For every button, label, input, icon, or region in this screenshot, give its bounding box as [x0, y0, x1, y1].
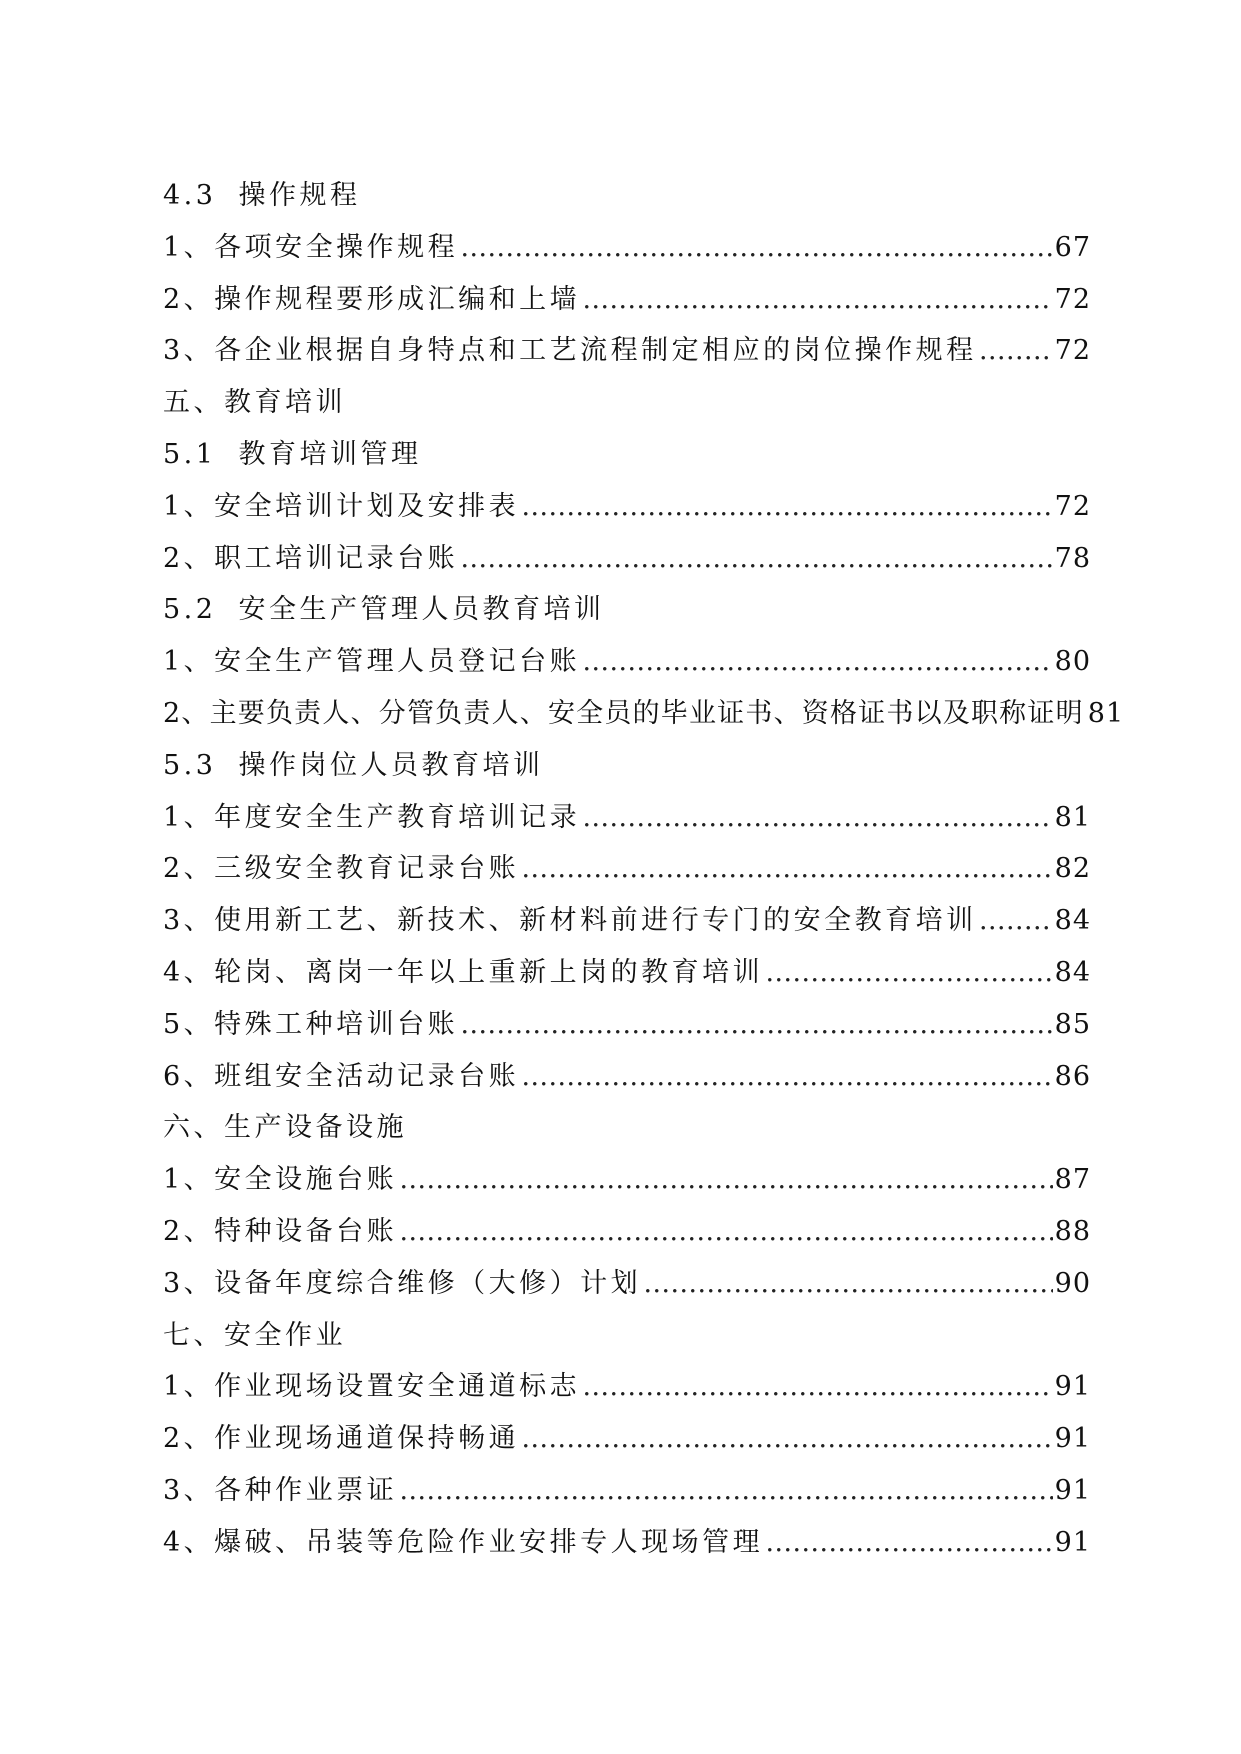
dot-leader	[765, 1517, 1052, 1569]
toc-entry[interactable]	[163, 1051, 1091, 1103]
section-number: 5.2	[163, 594, 217, 626]
toc-entry[interactable]	[163, 947, 1091, 999]
toc-entry-title: 5、特殊工种培训台账	[163, 1008, 459, 1040]
toc-entry[interactable]	[163, 1258, 1091, 1310]
toc-entry-title: 3、设备年度综合维修（大修）计划	[163, 1267, 642, 1299]
section-heading	[163, 584, 1091, 636]
section-heading	[163, 429, 1091, 481]
toc-entry[interactable]	[163, 1413, 1091, 1465]
toc-entry[interactable]	[163, 999, 1091, 1051]
section-title: 操作岗位人员教育培训	[238, 749, 544, 781]
toc-entry-title: 2、主要负责人、分管负责人、安全员的毕业证书、资格证书以及职称证明	[163, 697, 1084, 729]
toc-entry-title: 1、作业现场设置安全通道标志	[163, 1371, 581, 1403]
dot-leader	[582, 792, 1052, 844]
toc-entry-title: 1、安全培训计划及安排表	[163, 490, 520, 522]
toc-page-number: 78	[1054, 542, 1091, 574]
dot-leader	[979, 895, 1053, 947]
toc-page-number: 86	[1054, 1060, 1091, 1092]
toc-page-number: 90	[1054, 1267, 1091, 1299]
dot-leader	[521, 1051, 1052, 1103]
dot-leader	[521, 843, 1052, 895]
toc-entry-title: 2、职工培训记录台账	[163, 542, 459, 574]
section-heading	[163, 170, 1091, 222]
toc-entry-title: 4、爆破、吊装等危险作业安排专人现场管理	[163, 1526, 764, 1558]
dot-leader	[460, 533, 1052, 585]
toc-entry[interactable]	[163, 792, 1091, 844]
section-title: 安全生产管理人员教育培训	[238, 594, 605, 626]
dot-leader	[460, 222, 1052, 274]
toc-entry-title: 1、各项安全操作规程	[163, 231, 459, 263]
chapter-heading: 六、生产设备设施	[163, 1112, 407, 1144]
toc-entry-title: 3、各企业根据自身特点和工艺流程制定相应的岗位操作规程	[163, 335, 977, 367]
dot-leader	[765, 947, 1052, 999]
dot-leader	[582, 274, 1052, 326]
toc-page-number: 67	[1054, 231, 1091, 263]
toc-page-number: 91	[1054, 1474, 1091, 1506]
toc-page-number: 85	[1054, 1008, 1091, 1040]
dot-leader	[399, 1465, 1052, 1517]
toc-entry[interactable]	[163, 636, 1091, 688]
toc-page-number: 91	[1054, 1371, 1091, 1403]
section-number: 4.3	[163, 180, 217, 211]
toc-page-number: 72	[1054, 283, 1091, 315]
toc-entry[interactable]	[163, 1517, 1091, 1569]
toc-entry[interactable]	[163, 1154, 1091, 1206]
toc-entry[interactable]	[163, 1465, 1091, 1517]
toc-entry[interactable]	[163, 481, 1091, 533]
dot-leader	[979, 325, 1053, 377]
toc-entry-title: 6、班组安全活动记录台账	[163, 1060, 520, 1092]
table-of-contents	[163, 170, 1125, 1569]
toc-entry[interactable]	[163, 843, 1091, 895]
toc-entry[interactable]	[163, 533, 1091, 585]
dot-leader	[399, 1206, 1052, 1258]
section-heading	[163, 740, 1091, 792]
toc-entry-title: 1、年度安全生产教育培训记录	[163, 801, 581, 833]
toc-page-number: 72	[1054, 490, 1091, 522]
toc-entry-title: 2、三级安全教育记录台账	[163, 853, 520, 885]
section-number: 5.1	[163, 438, 217, 470]
toc-entry[interactable]	[163, 222, 1091, 274]
dot-leader	[521, 481, 1052, 533]
dot-leader	[582, 1361, 1052, 1413]
toc-page-number: 84	[1054, 956, 1091, 988]
toc-page-number: 88	[1054, 1215, 1091, 1247]
toc-page-number: 72	[1054, 335, 1091, 367]
section-title: 操作规程	[238, 180, 361, 211]
chapter-heading: 七、安全作业	[163, 1319, 346, 1351]
toc-entry-title: 1、安全生产管理人员登记台账	[163, 646, 581, 678]
toc-page-number: 91	[1054, 1526, 1091, 1558]
dot-leader	[643, 1258, 1052, 1310]
toc-page-number: 81	[1054, 801, 1091, 833]
toc-page-number: 82	[1054, 853, 1091, 885]
toc-entry-title: 3、各种作业票证	[163, 1474, 398, 1506]
chapter-heading: 五、教育培训	[163, 387, 346, 419]
toc-entry-title: 1、安全设施台账	[163, 1164, 398, 1196]
toc-entry[interactable]	[163, 274, 1091, 326]
toc-page-number: 91	[1054, 1423, 1091, 1455]
toc-entry-title: 3、使用新工艺、新技术、新材料前进行专门的安全教育培训	[163, 905, 977, 937]
toc-page-number: 84	[1054, 905, 1091, 937]
toc-entry[interactable]	[163, 688, 1125, 740]
toc-entry-title: 4、轮岗、离岗一年以上重新上岗的教育培训	[163, 956, 764, 988]
dot-leader	[460, 999, 1052, 1051]
dot-leader	[582, 636, 1052, 688]
dot-leader	[399, 1154, 1052, 1206]
toc-entry-title: 2、操作规程要形成汇编和上墙	[163, 283, 581, 315]
toc-entry[interactable]	[163, 1206, 1091, 1258]
dot-leader	[521, 1413, 1052, 1465]
toc-page-number: 87	[1054, 1164, 1091, 1196]
toc-entry[interactable]	[163, 895, 1091, 947]
section-number: 5.3	[163, 749, 217, 781]
toc-entry-title: 2、特种设备台账	[163, 1215, 398, 1247]
toc-page-number: 81	[1087, 697, 1125, 729]
toc-entry[interactable]	[163, 325, 1091, 377]
toc-page-number: 80	[1054, 646, 1091, 678]
toc-entry-title: 2、作业现场通道保持畅通	[163, 1423, 520, 1455]
section-title: 教育培训管理	[238, 438, 422, 470]
toc-entry[interactable]	[163, 1361, 1091, 1413]
